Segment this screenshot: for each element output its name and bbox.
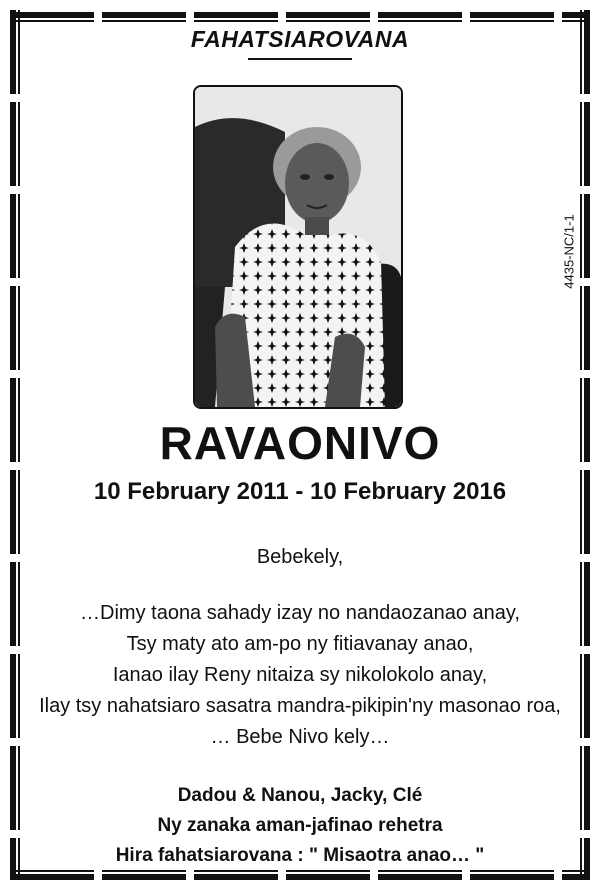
title-underline (248, 58, 352, 60)
border-top (10, 12, 590, 18)
poem-line: Ianao ilay Reny nitaiza sy nikolokolo anay, (112, 664, 488, 686)
page-title: FAHATSIAROVANA (190, 26, 410, 52)
portrait-photo (193, 85, 403, 409)
ad-reference-code: 4435-NC/1-1 (561, 214, 577, 289)
signoff-family: Dadou & Nanou, Jacky, Clé (177, 785, 423, 806)
border-top-inner (10, 20, 590, 22)
memorial-poem (0, 598, 600, 753)
poem-line: Tsy maty ato am-po ny fitiavanay anao, (126, 633, 474, 655)
signoff-hymn: Hira fahatsiarovana : " Misaotra anao… " (115, 845, 485, 866)
memorial-dates: 10 February 2011 - 10 February 2016 (93, 478, 507, 505)
signoff (0, 781, 600, 871)
signoff-relation: Ny zanaka aman-jafinao rehetra (157, 815, 443, 836)
portrait-illustration (195, 87, 401, 407)
header (0, 26, 600, 60)
greeting: Bebekely, (256, 546, 344, 568)
poem-line: …Dimy taona sahady izay no nandaozanao anay, (80, 602, 520, 624)
border-bottom (10, 874, 590, 880)
poem-line: … Bebe Nivo kely… (210, 726, 390, 748)
poem-line: Ilay tsy nahatsiaro sasatra mandra-pikipin'ny masonao roa, (39, 695, 561, 717)
deceased-name: RAVAONIVO (159, 417, 441, 469)
